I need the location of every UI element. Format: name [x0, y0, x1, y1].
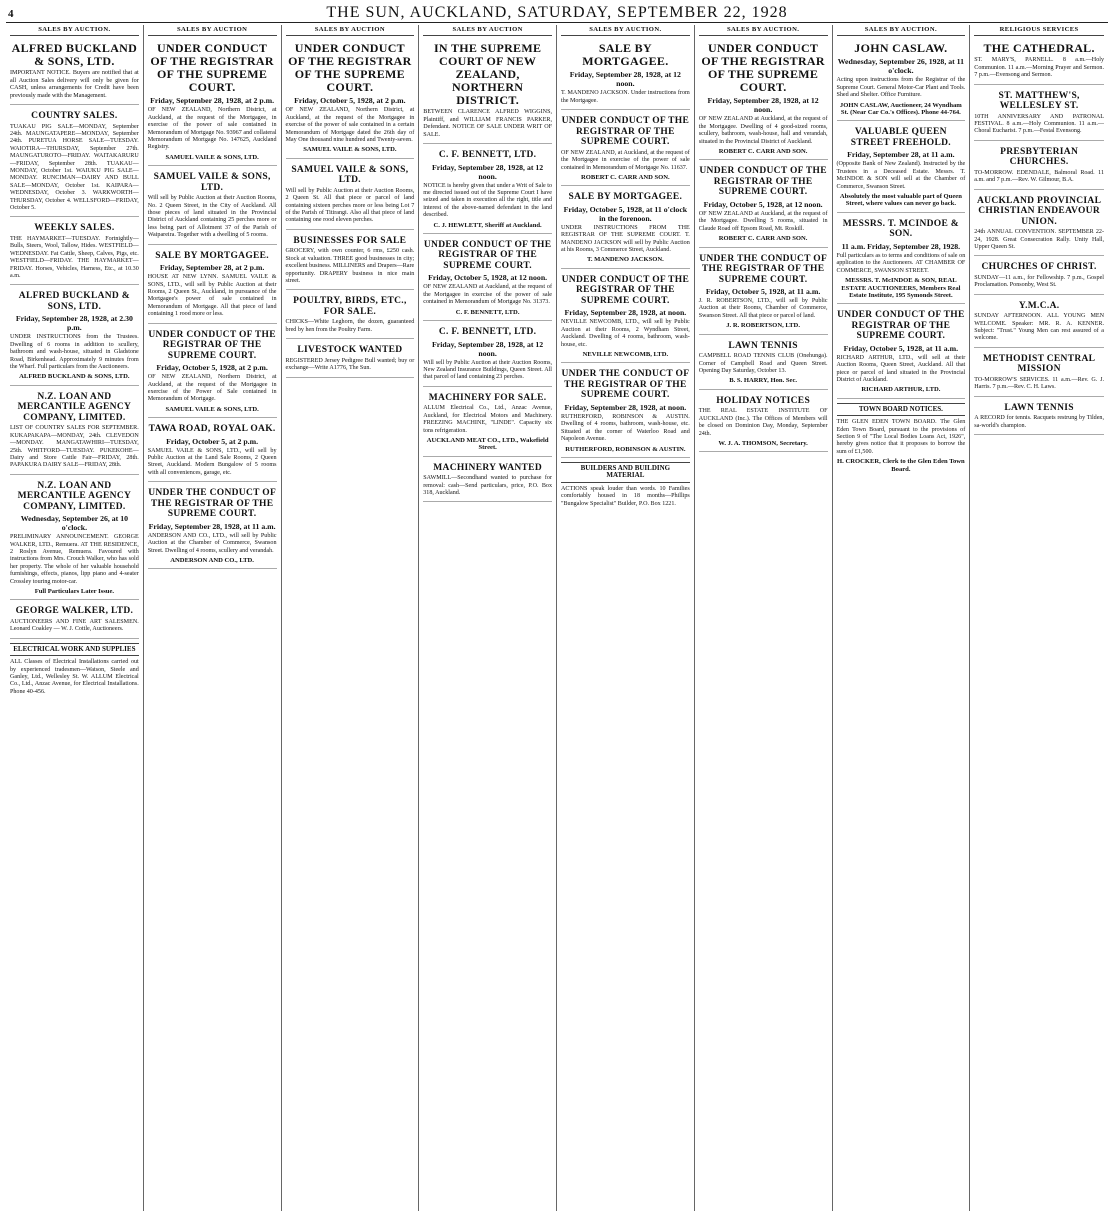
- notice-signature: W. J. A. THOMSON, Secretary.: [718, 439, 808, 447]
- notice: [837, 216, 966, 304]
- notice: [10, 108, 139, 217]
- page-number: 4: [8, 8, 14, 20]
- notice-date: Wednesday, September 26, at 10 o'clock.: [20, 514, 129, 533]
- notice-signature: SAMUEL VAILE & SONS, LTD.: [303, 146, 397, 154]
- notice-heading: IN THE SUPREME COURT OF NEW ZEALAND, NORTHERN DISTRICT.: [433, 41, 542, 108]
- notice-heading: TAWA ROAD, ROYAL OAK.: [148, 424, 276, 435]
- column-header: SALES BY AUCTION: [148, 25, 277, 36]
- notice: [423, 237, 552, 321]
- notice-date: Friday, September 28, at 11 a.m.: [847, 150, 955, 160]
- notice-body: GROCERY, with own counter, 6 rms, £250 cash. Stock at valuation. THREE good businesses in city; excellent business. MILLINERS and Drapers—Rare opportunity. DRAPERY business in nice main street.: [285, 248, 415, 284]
- notice-heading: UNDER THE CONDUCT OF THE REGISTRAR OF THE SUPREME COURT.: [148, 488, 277, 520]
- column-header: SALES BY AUCTION.: [699, 25, 828, 36]
- notice-body: SAWMILL—Secondhand wanted to purchase for removal: cash—Send particulars, price, P.O. Box 318, Auckland.: [423, 475, 552, 497]
- notice-heading: UNDER CONDUCT OF THE REGISTRAR OF THE SUPREME COURT.: [837, 310, 965, 342]
- notice: [974, 351, 1104, 397]
- notice-body: BETWEEN CLARENCE ALFRED WIGGINS, Plaintiff, and WILLIAM FRANCIS PARKER, Defendant. NOTICE OF SALE UNDER WRIT OF SALE.: [423, 109, 552, 138]
- notice: [423, 460, 552, 503]
- notice-body: A RECORD for tennis. Racquets restrung by Tilden, sa-world's champion.: [974, 415, 1104, 429]
- notice-body: CHICKS—White Leghorn, the dozen, guaranteed bred by hen from the Poultry Farm.: [285, 319, 415, 333]
- notice: [286, 293, 415, 339]
- notice: [974, 88, 1104, 141]
- notice: [286, 342, 415, 377]
- notice-body: CAMPBELL ROAD TENNIS CLUB (Onehunga). Corner of Campbell Road and Queen Street. Opening Day Saturday, October 13.: [698, 353, 828, 374]
- notice: [148, 421, 277, 482]
- notice: [974, 400, 1104, 435]
- notice: [699, 251, 828, 335]
- notice-signature: Absolutely the most valuable part of Queen Street, where values can never go back.: [839, 193, 962, 208]
- notice-heading: UNDER CONDUCT OF THE REGISTRAR OF THE SUPREME COURT.: [150, 41, 274, 95]
- notice: [148, 39, 277, 166]
- notice-date: Friday, September 28, 1928, at 11 a.m.: [148, 521, 276, 531]
- notice-date: Friday, September 28, 1928, at 12 noon.: [432, 162, 544, 181]
- notice-signature: Full Particulars Later Issue.: [34, 588, 115, 596]
- notice-heading: VALUABLE QUEEN STREET FREEHOLD.: [850, 127, 951, 148]
- notice: [423, 147, 552, 234]
- column-3: [282, 25, 420, 1211]
- notice-heading: C. F. BENNETT, LTD.: [438, 150, 537, 161]
- notice-body: OF NEW ZEALAND, at Auckland, at the request of the Mortgagee in exercise of the power of sale contained in Memorandum of Mortgage No. 11637.: [561, 149, 690, 171]
- notice-heading: UNDER THE CONDUCT OF THE REGISTRAR OF THE SUPREME COURT.: [699, 253, 828, 285]
- notice-heading: MESSRS. T. MCINDOE & SON.: [842, 218, 959, 240]
- notice-body: Acting upon instructions from the Registrar of the Supreme Court. General Motor-Car Plant and Tools. Shed and Shelter. Office Furniture.: [836, 77, 966, 99]
- notice-body: TUAKAU PIG SALE—MONDAY, September 24th. MAUNGATAPERE—MONDAY, September 24th. PURETUA HORSE SALE—TUESDAY. WAIOTIRA—THURSDAY, September 27th. MAUNGATUROTO—FRIDAY. WAITAKARURU—FRIDAY, September 28th. TUAKAU—MONDAY, October 1st. WAIUKU PIG SALE—MONDAY. RUNCIMAN—DAIRY AND BULL SALE—MONDAY, October 1st. KAIPARA—WEDNESDAY, October 3. WARKWORTH—THURSDAY, October 4. WELLSFORD—FRIDAY, October 5.: [10, 123, 139, 211]
- notice-date: Friday, October 5, at 2 p.m.: [166, 436, 259, 446]
- notice-body: OF NEW ZEALAND at Auckland, at the request of the Mortgagee. Dwelling of 4 good-sized rooms, scullery, bathroom, wash-house, hall and verandah, situated in the Provincial District of Auckland.: [698, 116, 828, 145]
- notice: [148, 169, 277, 244]
- notice: [837, 124, 966, 212]
- notice-date: Friday, September 28, 1928, at noon.: [564, 402, 687, 412]
- notice-body: ALLUM Electrical Co., Ltd., Anzac Avenue, Auckland, for Electrical Motors and Machinery. FREEZING MACHINE, "LINDE". Capacity six tons refrigeration.: [423, 405, 552, 434]
- notice-heading: GEORGE WALKER, LTD.: [15, 606, 134, 617]
- notice-heading: WEEKLY SALES.: [34, 223, 115, 234]
- notice-body: 24th ANNUAL CONVENTION. SEPTEMBER 22-24, 1928. Great Consecration Rally. Unity Hall, Upper Queen St.: [974, 229, 1104, 250]
- notice-date: Friday, October 5, 1928, at 11 o'clock in the forenoon.: [563, 204, 688, 223]
- notice: [286, 233, 415, 291]
- notice-body: T. MANDENO JACKSON. Under instructions from the Mortgagee.: [561, 90, 690, 104]
- notice-body: UNDER INSTRUCTIONS from the Trustees. Dwelling of 6 rooms in addition to scullery, bathroom and wash-house, situated in Gladstone Road, Birkenhead. Approximately 9 minutes from the Wharf. Full particulars from the Auctioneers.: [10, 334, 139, 370]
- notice: [10, 389, 139, 475]
- notice: [561, 189, 690, 269]
- notice-heading: UNDER CONDUCT OF THE REGISTRAR OF THE SUPREME COURT.: [148, 329, 276, 361]
- notice-body: 10TH ANNIVERSARY AND PATRONAL FESTIVAL. 8 a.m.—Holy Communion. 11 a.m.—Choral Eucharist. 7 p.m.—Festal Evensong.: [974, 113, 1104, 135]
- notice-body: IMPORTANT NOTICE. Buyers are notified that at all Auction Sales delivery will only be given for CASH, unless arrangements for Credit have been previously made with the Management.: [10, 70, 139, 99]
- notice-signature: ROBERT C. CARR AND SON.: [718, 148, 808, 156]
- notice-heading: N.Z. LOAN AND MERCANTILE AGENCY COMPANY, LIMITED.: [17, 480, 132, 512]
- notice-heading: THE CATHEDRAL.: [983, 41, 1095, 56]
- notice: [148, 248, 277, 324]
- notice-signature: AUCKLAND MEAT CO., LTD., Wakefield Street.: [426, 436, 549, 452]
- notice-date: 11 a.m. Friday, September 28, 1928.: [841, 241, 961, 251]
- notice-date: Friday, September 28, 1928, at 12 noon.: [707, 96, 819, 115]
- notice-heading: HOLIDAY NOTICES: [716, 395, 811, 406]
- notice-date: Friday, September 28, 1928, at 12 noon.: [569, 70, 681, 89]
- notice-body: Will sell by Public Auction at their Auction Rooms, 2 Queen St. All that piece or parcel of land containing sixteen perches more or less being Lot 7 of the Parish of Titirangi. Also all that piece of land containing one rood eleven perches.: [285, 187, 415, 224]
- notice-signature: RUTHERFORD, ROBINSON & AUSTIN.: [565, 445, 686, 453]
- notice-date: Friday, October 5, 1928, at 12 noon.: [703, 199, 823, 209]
- notice: [286, 162, 415, 230]
- notice-heading: AUCKLAND PROVINCIAL CHRISTIAN ENDEAVOUR UNION.: [977, 195, 1102, 227]
- notice-body: PRELIMINARY ANNOUNCEMENT. GEORGE WALKER, LTD., Remuera. AT THE RESIDENCE, 2 Roslyn Avenue, Remuera. Favoured with instructions from Mrs. Crouch Walker, who has sold her property. The whole of her valuable household furnishings, effects, pianos, lipp piano and 4-seater Crossley touring motor-car.: [10, 534, 139, 585]
- notice-body: OF NEW ZEALAND, Northern District, at Auckland, at the request of the Mortgagee in exercise of the Power of Sale contained in Memorandum of Mortgage.: [147, 374, 277, 403]
- newspaper-title: THE SUN, AUCKLAND, SATURDAY, SEPTEMBER 22, 1928: [326, 4, 788, 21]
- notice-heading: LIVESTOCK WANTED: [297, 345, 403, 356]
- column-header: RELIGIOUS SERVICES: [974, 25, 1104, 36]
- notice: [699, 338, 828, 390]
- notice-body: (Opposite Bank of New Zealand). Instructed by the Trustees in a Deceased Estate. Messrs. T. McINDOE & SON will sell at the Chamber of Commerce, Swanson Street.: [836, 161, 966, 190]
- notice-heading: UNDER CONDUCT OF THE REGISTRAR OF THE SUPREME COURT.: [701, 41, 825, 95]
- notice-body: RUTHERFORD, ROBINSON & AUSTIN. Dwelling of 4 rooms, bathroom, wash-house, etc. Situated at the corner of Waterloo Road and Napoleon Avenue.: [561, 413, 690, 443]
- notice-body: UNDER INSTRUCTIONS FROM THE REGISTRAR OF THE SUPREME COURT. T. MANDENO JACKSON will sell by Public Auction at his Rooms, 3 Commerce Street, Auckland.: [561, 224, 690, 254]
- notice-body: LIST OF COUNTRY SALES FOR SEPTEMBER. KUKAPAKAPA—MONDAY, 24th. CLEVEDON—MONDAY. MANGATAWHIRI—TUESDAY, 25th. WHITFORD—TUESDAY. PUKEKOHE—Dairy and Store Cattle Fair—FRIDAY, 28th. PAPAKURA DAIRY SALE—FRIDAY, 28th.: [10, 425, 139, 469]
- notice: [10, 39, 139, 105]
- notice-date: Wednesday, September 26, 1928, at 11 o'clock.: [837, 57, 965, 76]
- notice: [10, 478, 139, 601]
- notice-heading: Y.M.C.A.: [1018, 300, 1060, 311]
- notice-heading: ALFRED BUCKLAND & SONS, LTD.: [11, 41, 138, 69]
- notice-signature: ANDERSON AND CO., LTD.: [170, 557, 254, 564]
- notice-date: Friday, October 5, 1928, at 11 a.m.: [843, 343, 959, 353]
- notice-heading: MACHINERY FOR SALE.: [428, 392, 547, 403]
- notice-heading: LAWN TENNIS: [1004, 402, 1074, 413]
- notice: [148, 485, 277, 569]
- notice-heading: CHURCHES OF CHRIST.: [981, 262, 1097, 273]
- section-body: ALL Classes of Electrical Installations carried out by experienced tradesmen—Watson, Steele and Ganley, Ltd., Wellesley St. W. ALLUM Electrical Co., Ltd., Anzac Avenue, for Electrical Installations. Phone 40-456.: [10, 659, 139, 695]
- notice-date: Friday, September 28, 1928, at noon.: [564, 308, 687, 318]
- column-header: SALES BY AUCTION.: [10, 25, 139, 36]
- notice-heading: ALFRED BUCKLAND & SONS, LTD.: [18, 291, 130, 312]
- notice: [423, 324, 552, 387]
- notice-heading: COUNTRY SALES.: [31, 111, 118, 122]
- notice-body: RICHARD ARTHUR, LTD., will sell at their Auction Rooms, Queen Street, Auckland. All that piece or parcel of land situated in the Provincial District of Auckland.: [836, 354, 966, 384]
- notice: [561, 272, 690, 364]
- notice-body: NOTICE is hereby given that under a Writ of Sale to me directed issued out of the Supreme Court I have seized and taken in execution all the right, title and interest of the above-named defendant in the land described.: [423, 182, 552, 219]
- column-5: [557, 25, 695, 1211]
- notice-heading: UNDER CONDUCT OF THE REGISTRAR OF THE SUPREME COURT.: [699, 166, 827, 198]
- notice-heading: SAMUEL VAILE & SONS, LTD.: [153, 172, 271, 193]
- notice-heading: UNDER CONDUCT OF THE REGISTRAR OF THE SUPREME COURT.: [288, 41, 412, 95]
- notice-signature: MESSRS. T. McINDOE & SON, REAL ESTATE AUCTIONEERS, Members Real Estate Institute, 195 Symonds Street.: [841, 277, 961, 299]
- notice-body: REGISTERED Jersey Pedigree Bull wanted; buy or exchange—Write A1776, The Sun.: [285, 357, 415, 372]
- notice-heading: SALE BY MORTGAGEE.: [155, 250, 269, 261]
- notice-heading: JOHN CASLAW.: [854, 41, 948, 56]
- notice: [423, 39, 552, 144]
- notice: [286, 39, 415, 158]
- notice: [837, 307, 966, 399]
- column-header: SALES BY AUCTION: [423, 25, 552, 36]
- notice: [837, 39, 966, 121]
- notice-body: SAMUEL VAILE & SONS, LTD., will sell by Public Auction at the Land Sale Rooms, 2 Queen Street, Auckland. Modern Bungalow of 5 rooms with all conveniences, garage, etc.: [147, 447, 277, 476]
- notice-heading: SALE BY MORTGAGEE.: [582, 41, 669, 69]
- notice: [10, 288, 139, 385]
- notice-body: OF NEW ZEALAND at Auckland, at the request of the Mortgagee in exercise of the power of sale contained in Memorandum of Mortgage No. 31373.: [423, 284, 552, 306]
- notice-signature: JOHN CASLAW, Auctioneer, 24 Wyndham St. (Near Car Co.'s Offices). Phone 44-764.: [839, 101, 962, 117]
- notice-date: Friday, October 5, 1928, at 2 p.m.: [156, 363, 268, 373]
- section-header: ELECTRICAL WORK AND SUPPLIES: [10, 643, 139, 656]
- column-6: [695, 25, 833, 1211]
- notice: [974, 144, 1104, 190]
- column-4: [419, 25, 557, 1211]
- notice-signature: T. MANDENO JACKSON.: [586, 256, 664, 264]
- notice-body: AUCTIONEERS AND FINE ART SALESMEN. Leonard Coakley — W. J. Cottle, Auctioneers.: [10, 618, 139, 633]
- notice: [974, 298, 1104, 348]
- notice-body: THE HAYMARKET—TUESDAY. Fortnightly—Bulls, Steers, Wool, Tallow, Hides. WESTFIELD—WEDNESDAY. Fat Cattle, Sheep, Calves, Pigs, etc. WESTFIELD—FRIDAY. THE HAYMARKET—FRIDAY. Horses, Vehicles, Harness, Etc., at 10.30 a.m.: [10, 235, 139, 279]
- notice-signature: C. F. BENNETT, LTD.: [455, 308, 520, 316]
- section-body: ACTIONS speak louder than words. 10 Families comfortably housed in 18 months—Phillips "Bungalow Specialist" Builder, P.O. Box 1221.: [561, 485, 690, 507]
- notice-heading: LAWN TENNIS: [728, 340, 798, 351]
- notice: [561, 113, 690, 186]
- notice-body: Will sell by Public Auction at their Auction Rooms, No. 2 Queen Street, in the City of Auckland. All those pieces of land situated in the Provincial District of Auckland containing 25 perches more or less being part of Allotment 37 of the Parish of Waipareira. Together with a dwelling of 5 rooms.: [147, 195, 277, 239]
- column-grid: [6, 25, 1108, 1211]
- notice-heading: C. F. BENNETT, LTD.: [438, 327, 537, 338]
- notice-body: SUNDAY AFTERNOON. ALL YOUNG MEN WELCOME. Speaker: MR. R. A. KENNER. Subject: "Trust." Young Men can rest assured of a welcome.: [974, 313, 1104, 342]
- notice-body: TO-MORROW'S SERVICES. 11 a.m.—Rev. G. J. Harris. 7 p.m.—Rev. C. H. Laws.: [974, 376, 1104, 391]
- notice-body: HOUSE AT NEW LYNN. SAMUEL VAILE & SONS, LTD., will sell by Public Auction at their Rooms, 2 Queen St., Auckland, in pursuance of the Mortgagee's power of sale contained in Memorandum of Mortgage. All that piece of land containing 1 rood more or less.: [147, 274, 277, 318]
- notice-date: Friday, September 28, 1928, at 2.30 p.m.: [15, 314, 133, 333]
- notice: [10, 603, 139, 638]
- notice-date: Friday, October 5, 1928, at 11 a.m.: [705, 287, 821, 297]
- notice-signature: ROBERT C. CARR AND SON.: [718, 235, 808, 243]
- notice-body: Will sell by Public Auction at their Auction Rooms, New Zealand Insurance Buildings, Queen Street. All that parcel of land containing 23 perches.: [423, 359, 552, 381]
- notice-body: OF NEW ZEALAND at Auckland, at the request of the Mortgagee. Dwelling 5 rooms, situated in Claude Road off Epsom Road, Mt. Roskill.: [698, 210, 828, 232]
- notice-heading: UNDER CONDUCT OF THE REGISTRAR OF THE SUPREME COURT.: [423, 239, 552, 271]
- notice: [10, 220, 139, 285]
- notice-heading: UNDER CONDUCT OF THE REGISTRAR OF THE SUPREME COURT.: [561, 116, 690, 148]
- notice-signature: ROBERT C. CARR AND SON.: [581, 173, 670, 181]
- notice-signature: SAMUEL VAILE & SONS, LTD.: [165, 153, 259, 161]
- notice: [423, 390, 552, 457]
- section-signature: H. CROCKER, Clerk to the Glen Eden Town Board.: [837, 458, 965, 473]
- notice: [148, 327, 277, 419]
- notice-body: THE REAL ESTATE INSTITUTE OF AUCKLAND (Inc.). The Offices of Members will be closed on Dominion Day, Monday, September 24th.: [698, 408, 828, 437]
- notice-date: Friday, October 5, 1928, at 12 noon.: [428, 273, 548, 283]
- notice-signature: SAMUEL VAILE & SONS, LTD.: [165, 405, 259, 413]
- notice-heading: SALE BY MORTGAGEE.: [568, 192, 683, 203]
- notice: [699, 39, 828, 160]
- notice-heading: UNDER THE CONDUCT OF THE REGISTRAR OF THE SUPREME COURT.: [561, 369, 690, 401]
- section-header: TOWN BOARD NOTICES.: [837, 403, 966, 416]
- notice-heading: PRESBYTERIAN CHURCHES.: [1000, 146, 1079, 168]
- column-1: [6, 25, 144, 1211]
- notice-signature: C. J. HEWLETT, Sheriff at Auckland.: [433, 221, 542, 229]
- column-7: [833, 25, 971, 1211]
- notice-body: J. R. ROBERTSON, LTD., will sell by Public Auction at their Rooms, Chamber of Commerce, Swanson Street. All that piece or parcel of land.: [698, 298, 828, 319]
- notice: [699, 393, 828, 453]
- notice-heading: UNDER CONDUCT OF THE REGISTRAR OF THE SUPREME COURT.: [561, 274, 690, 306]
- notice-body: Full particulars as to terms and conditions of sale on application to the Auctioneers. AT CHAMBER OF COMMERCE, SWANSON STREET.: [836, 252, 966, 274]
- masthead: [6, 4, 1108, 23]
- notice-body: ANDERSON AND CO., LTD., will sell by Public Auction at the Chamber of Commerce, Swanson Street. Dwelling of 4 rooms, scullery and verandah.: [147, 532, 277, 554]
- notice: [699, 163, 828, 247]
- notice-heading: MACHINERY WANTED: [433, 462, 542, 473]
- column-8: [970, 25, 1108, 1211]
- section-header: BUILDERS AND BUILDING MATERIAL: [561, 462, 690, 483]
- section-body: THE GLEN EDEN TOWN BOARD. The Glen Eden Town Board, pursuant to the provisions of Section 9 of "The Local Bodies Loans Act, 1926", hereby gives notice that it proposes to borrow the sum of £1,500.: [836, 419, 966, 455]
- notice-heading: SAMUEL VAILE & SONS, LTD.: [291, 164, 409, 186]
- notice-date: Friday, September 28, 1928, at 2 p.m.: [150, 96, 275, 106]
- notice-heading: POULTRY, BIRDS, ETC., FOR SALE.: [293, 296, 407, 317]
- notice-signature: J. R. ROBERTSON, LTD.: [726, 322, 800, 330]
- notice: [974, 39, 1104, 84]
- notice-heading: BUSINESSES FOR SALE: [293, 235, 407, 246]
- notice-signature: RICHARD ARTHUR, LTD.: [861, 386, 941, 394]
- notice-body: ST. MARY'S, PARNELL. 8 a.m.—Holy Communion. 11 a.m.—Morning Prayer and Sermon. 7 p.m.—Evensong and Sermon.: [974, 57, 1104, 79]
- notice-heading: ST. MATTHEW'S, WELLESLEY ST.: [998, 90, 1080, 112]
- notice-date: Friday, October 5, 1928, at 2 p.m.: [294, 96, 406, 106]
- column-header: SALES BY AUCTION.: [561, 25, 690, 36]
- notice: [561, 39, 690, 110]
- notice: [974, 259, 1104, 294]
- notice-date: Friday, September 28, 1928, at 12 noon.: [432, 339, 544, 358]
- notice: [974, 193, 1104, 257]
- notice-heading: METHODIST CENTRAL MISSION: [982, 353, 1096, 375]
- notice-signature: B. S. HARRY, Hon. Sec.: [729, 377, 798, 385]
- notice-body: OF NEW ZEALAND, Northern District, at Auckland, at the request of the Mortgagee in exercise of the power of sale contained in a certain Memorandum of Mortgage dated the 26th day of May One thousand nine hundred and Twenty-seven.: [285, 107, 415, 144]
- notice-date: Friday, September 28, at 2 p.m.: [159, 263, 265, 273]
- column-header: SALES BY AUCTION: [286, 25, 415, 36]
- notice-body: SUNDAY—11 a.m., for Fellowship. 7 p.m., Gospel Proclamation. Ponsonby, West St.: [974, 274, 1104, 289]
- notice-body: NEVILLE NEWCOMB, LTD., will sell by Public Auction at their Rooms, 2 Wyndham Street, Auckland. Dwelling of 4 rooms, bathroom, wash-house, etc.: [561, 319, 690, 348]
- notice: [561, 366, 690, 458]
- notice-signature: NEVILLE NEWCOMB, LTD.: [582, 351, 669, 358]
- column-header: SALES BY AUCTION.: [837, 25, 966, 36]
- notice-heading: N.Z. LOAN AND MERCANTILE AGENCY COMPANY, LIMITED.: [17, 391, 132, 423]
- notice-signature: ALFRED BUCKLAND & SONS, LTD.: [19, 373, 130, 381]
- notice-body: TO-MORROW. EDENDALE, Balmoral Road. 11 a.m. and 7 p.m.—Rev. W. Gilmour, B.A.: [974, 169, 1104, 184]
- column-2: [144, 25, 282, 1211]
- notice-body: OF NEW ZEALAND, Northern District, at Auckland, at the request of the Mortgagee, in exercise of the power of sale contained in Memorandum of Mortgage No. 93967 and collateral Memorandum of Mortgage No. 147625, Auckland Registry.: [147, 107, 277, 151]
